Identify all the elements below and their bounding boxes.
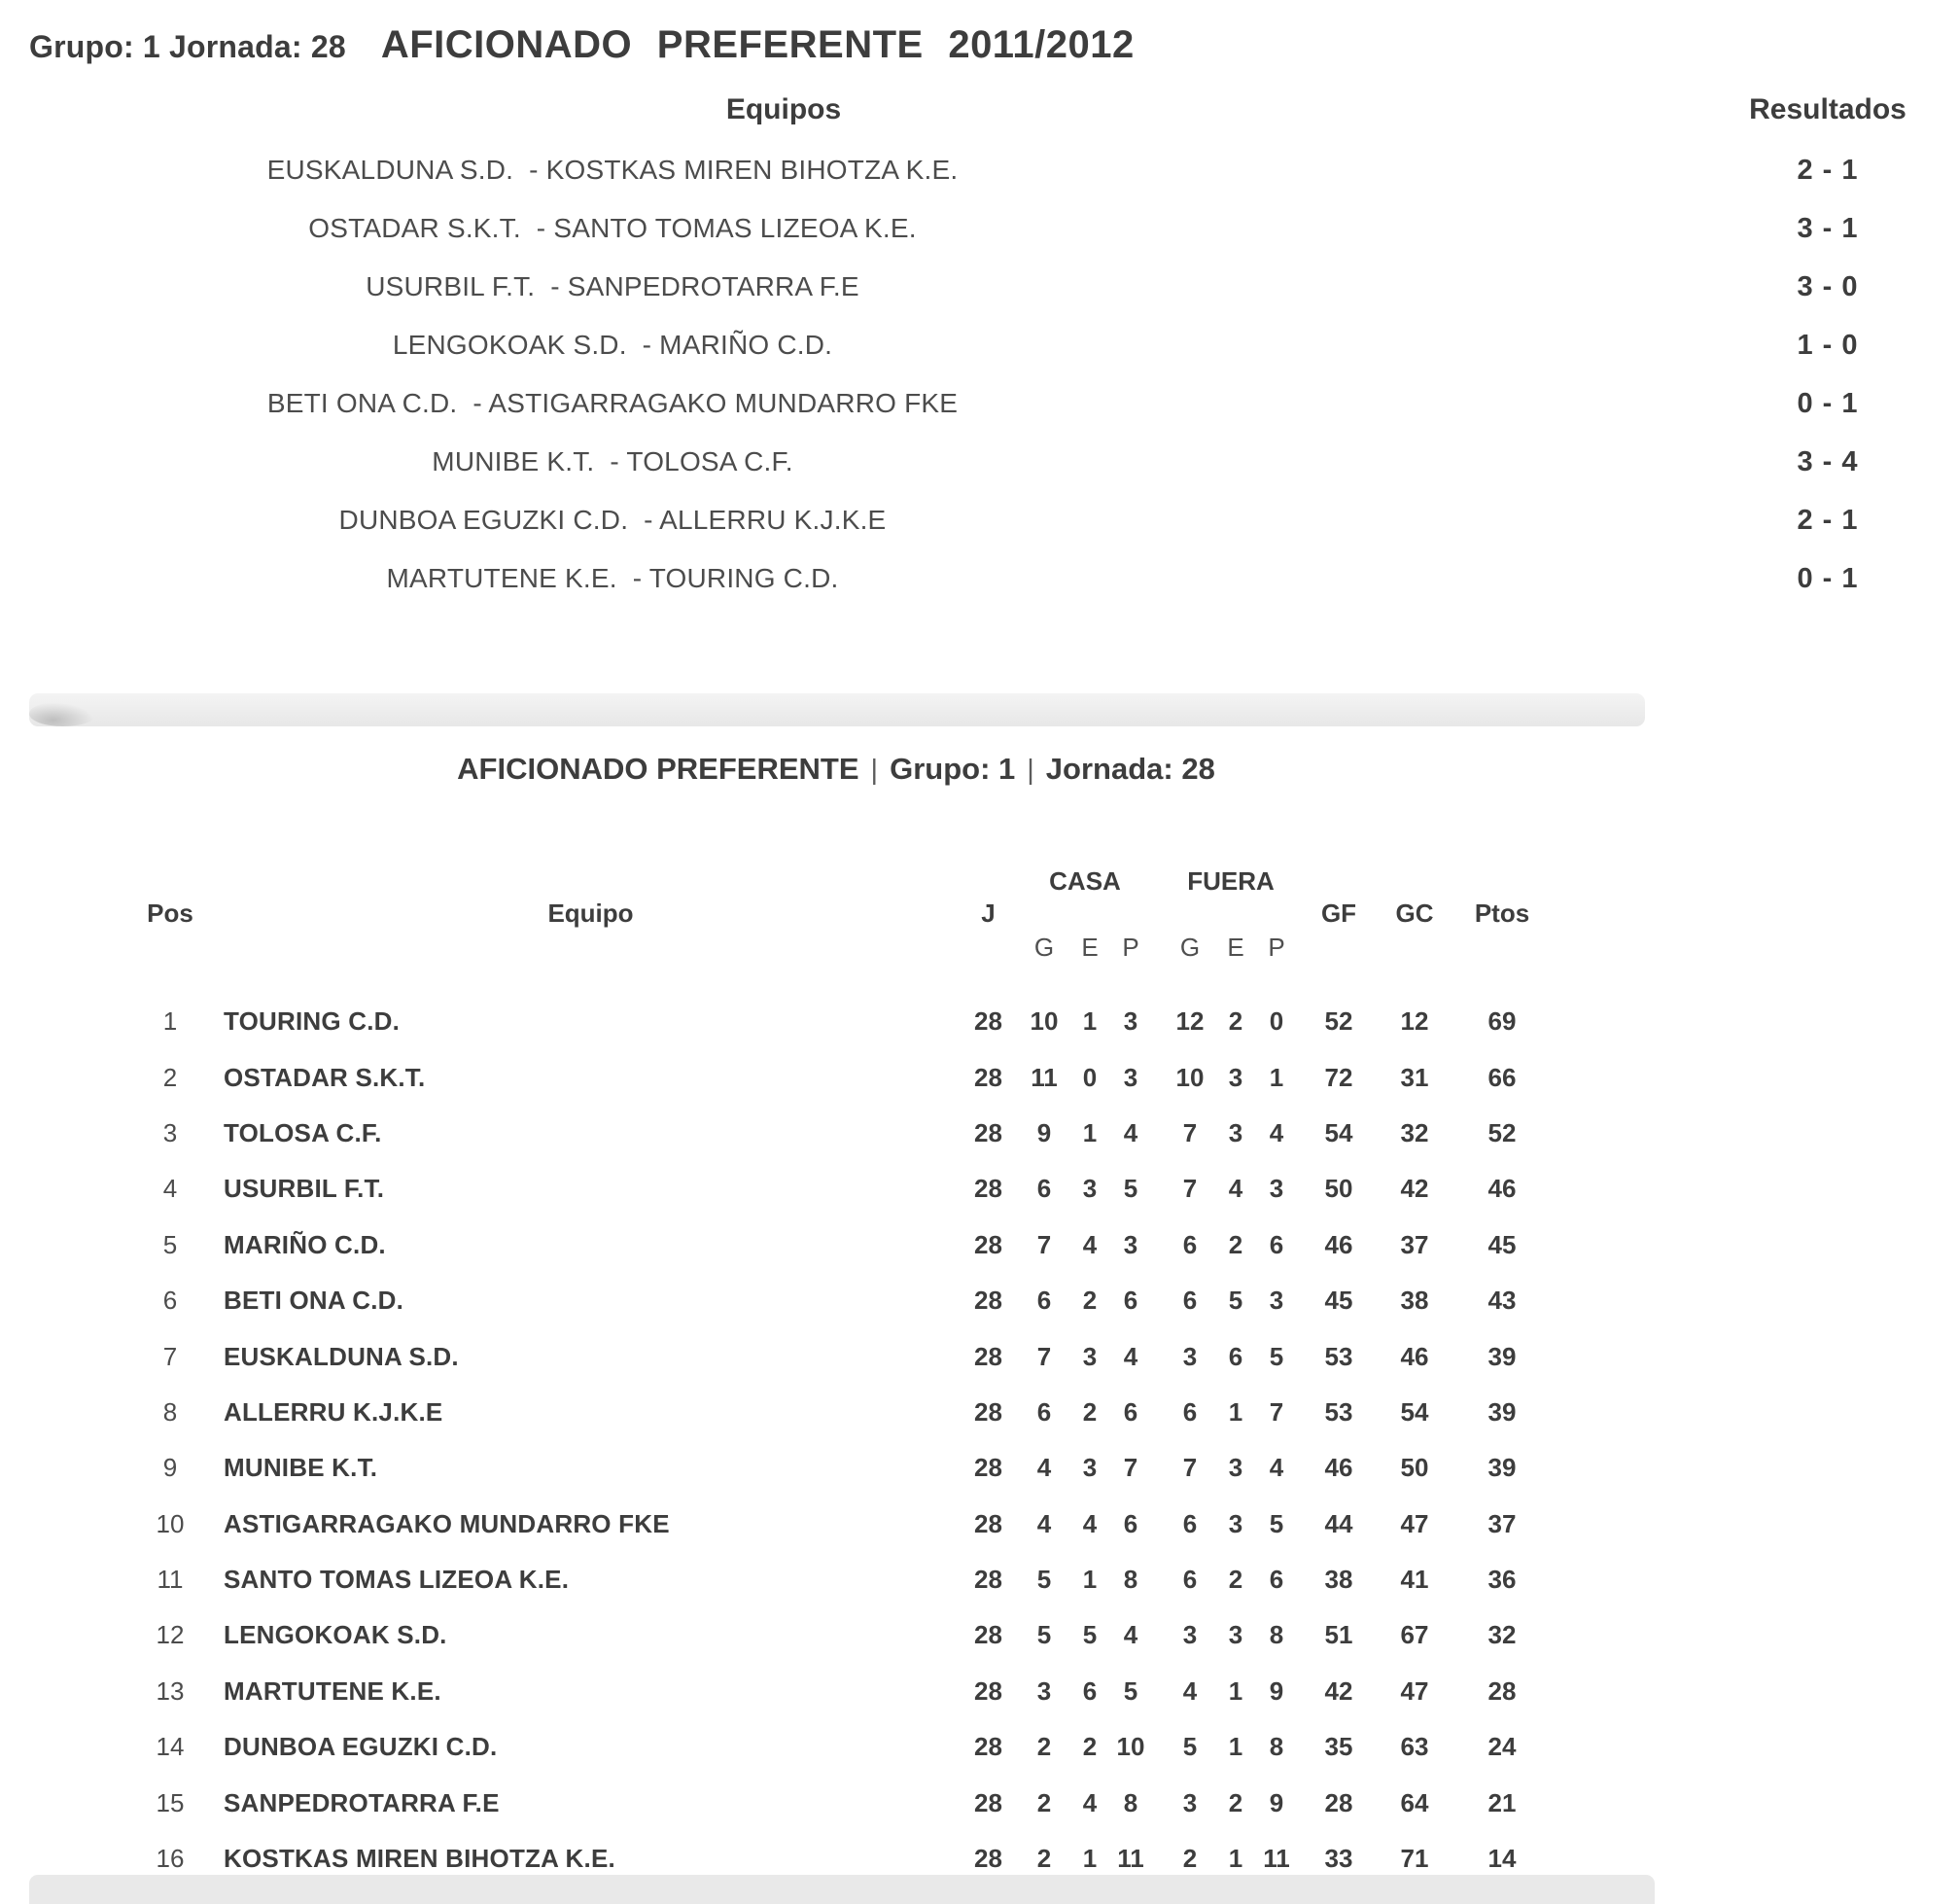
goals-against-cell: 67 bbox=[1400, 1620, 1429, 1650]
fuera-lost-cell: 5 bbox=[1269, 1341, 1284, 1371]
goals-against-cell: 63 bbox=[1400, 1732, 1429, 1762]
position-cell: 2 bbox=[162, 1062, 178, 1092]
goals-for-cell: 35 bbox=[1324, 1732, 1353, 1762]
goals-for-cell: 51 bbox=[1324, 1620, 1353, 1650]
fuera-drawn-cell: 2 bbox=[1228, 1565, 1243, 1595]
standings-row bbox=[117, 1664, 1556, 1719]
away-team: KOSTKAS MIREN BIHOTZA K.E. bbox=[545, 155, 959, 185]
casa-won-cell: 4 bbox=[1036, 1453, 1052, 1483]
fuera-lost-cell: 1 bbox=[1269, 1062, 1284, 1092]
home-team: LENGOKOAK S.D. bbox=[392, 330, 627, 360]
goals-against-cell: 38 bbox=[1400, 1286, 1429, 1316]
bottom-bar bbox=[29, 1875, 1655, 1904]
casa-won-cell: 2 bbox=[1036, 1732, 1052, 1762]
match-score: 2 - 1 bbox=[1797, 505, 1859, 536]
match-row bbox=[0, 491, 1959, 549]
fuera-drawn-cell: 1 bbox=[1228, 1732, 1243, 1762]
casa-drawn-cell: 4 bbox=[1082, 1229, 1098, 1259]
played-cell: 28 bbox=[974, 1006, 1002, 1037]
goals-for-cell: 52 bbox=[1324, 1006, 1353, 1037]
casa-drawn-cell: 0 bbox=[1082, 1062, 1098, 1092]
points-cell: 39 bbox=[1487, 1396, 1517, 1427]
goals-against-cell: 64 bbox=[1400, 1787, 1429, 1817]
match-row bbox=[0, 374, 1959, 433]
casa-lost-cell: 3 bbox=[1123, 1062, 1138, 1092]
fuera-won-cell: 5 bbox=[1182, 1732, 1198, 1762]
casa-drawn-cell: 2 bbox=[1082, 1396, 1098, 1427]
played-cell: 28 bbox=[974, 1062, 1002, 1092]
fuera-won-cell: 4 bbox=[1182, 1675, 1198, 1706]
casa-drawn-cell: 1 bbox=[1082, 1565, 1098, 1595]
home-team: EUSKALDUNA S.D. bbox=[266, 155, 514, 185]
fuera-won-cell: 6 bbox=[1182, 1229, 1198, 1259]
match-teams bbox=[0, 316, 1225, 374]
casa-won-cell: 2 bbox=[1036, 1787, 1052, 1817]
points-cell: 52 bbox=[1487, 1117, 1517, 1147]
goals-against-cell: 47 bbox=[1400, 1508, 1429, 1538]
standings-table bbox=[117, 865, 1556, 1886]
fuera-lost-cell: 9 bbox=[1269, 1675, 1284, 1706]
fuera-lost-cell: 7 bbox=[1269, 1396, 1284, 1427]
goals-for-cell: 53 bbox=[1324, 1396, 1353, 1427]
away-team: TOURING C.D. bbox=[648, 563, 839, 593]
played-cell: 28 bbox=[974, 1787, 1002, 1817]
played-cell: 28 bbox=[974, 1565, 1002, 1595]
casa-lost-cell: 11 bbox=[1117, 1844, 1144, 1874]
team-name-cell: USURBIL F.T. bbox=[224, 1174, 385, 1204]
teams-separator: - bbox=[628, 505, 660, 535]
fuera-drawn-cell: 5 bbox=[1228, 1286, 1243, 1316]
casa-won-cell: 11 bbox=[1031, 1062, 1058, 1092]
standings-row bbox=[117, 994, 1556, 1049]
match-row bbox=[0, 316, 1959, 374]
goals-for-cell: 45 bbox=[1324, 1286, 1353, 1316]
points-cell: 43 bbox=[1487, 1286, 1517, 1316]
team-name-cell: DUNBOA EGUZKI C.D. bbox=[224, 1732, 498, 1762]
position-cell: 5 bbox=[162, 1229, 178, 1259]
casa-lost-cell: 6 bbox=[1123, 1396, 1138, 1427]
goals-against-cell: 54 bbox=[1400, 1396, 1429, 1427]
away-team: SANTO TOMAS LIZEOA K.E. bbox=[553, 213, 917, 243]
played-cell: 28 bbox=[974, 1453, 1002, 1483]
teams-separator: - bbox=[513, 155, 546, 185]
team-name-cell: TOURING C.D. bbox=[224, 1006, 401, 1037]
match-score: 2 - 1 bbox=[1797, 155, 1859, 186]
team-name-cell: TOLOSA C.F. bbox=[224, 1117, 382, 1147]
away-team: ALLERRU K.J.K.E bbox=[659, 505, 887, 535]
casa-won-cell: 6 bbox=[1036, 1174, 1052, 1204]
fuera-lost-cell: 8 bbox=[1269, 1732, 1284, 1762]
casa-lost-cell: 5 bbox=[1123, 1675, 1138, 1706]
standings-row bbox=[117, 1552, 1556, 1607]
fuera-lost-cell: 6 bbox=[1269, 1229, 1284, 1259]
fuera-lost-cell: 9 bbox=[1269, 1787, 1284, 1817]
goals-for-cell: 28 bbox=[1324, 1787, 1353, 1817]
fuera-drawn-cell: 2 bbox=[1228, 1006, 1243, 1037]
results-column-headers bbox=[0, 93, 1959, 130]
away-team: TOLOSA C.F. bbox=[626, 446, 793, 476]
standings-body bbox=[117, 994, 1556, 1886]
standings-competition-label: AFICIONADO PREFERENTE bbox=[457, 752, 859, 786]
played-cell: 28 bbox=[974, 1117, 1002, 1147]
standings-group-label: Grupo: 1 bbox=[890, 752, 1016, 786]
team-name-cell: ALLERRU K.J.K.E bbox=[224, 1396, 443, 1427]
position-cell: 16 bbox=[156, 1844, 185, 1874]
casa-p-header: P bbox=[1122, 932, 1139, 962]
points-cell: 28 bbox=[1487, 1675, 1517, 1706]
standings-row bbox=[117, 1049, 1556, 1105]
fuera-lost-cell: 0 bbox=[1269, 1006, 1284, 1037]
equipos-column-header: Equipos bbox=[725, 93, 842, 125]
fuera-drawn-cell: 1 bbox=[1228, 1675, 1243, 1706]
casa-lost-cell: 8 bbox=[1123, 1565, 1138, 1595]
fuera-won-cell: 7 bbox=[1182, 1453, 1198, 1483]
fuera-drawn-cell: 3 bbox=[1228, 1117, 1243, 1147]
pos-column-header: Pos bbox=[147, 899, 193, 928]
position-cell: 11 bbox=[157, 1565, 184, 1595]
title-separator: | bbox=[1027, 755, 1034, 786]
fuera-won-cell: 10 bbox=[1175, 1062, 1205, 1092]
played-cell: 28 bbox=[974, 1229, 1002, 1259]
position-cell: 10 bbox=[156, 1508, 185, 1538]
j-column-header: J bbox=[981, 899, 996, 928]
match-list bbox=[0, 141, 1959, 608]
casa-lost-cell: 6 bbox=[1123, 1286, 1138, 1316]
match-score: 1 - 0 bbox=[1797, 330, 1859, 361]
casa-lost-cell: 3 bbox=[1123, 1229, 1138, 1259]
team-name-cell: LENGOKOAK S.D. bbox=[224, 1620, 447, 1650]
fuera-drawn-cell: 6 bbox=[1228, 1341, 1243, 1371]
casa-lost-cell: 8 bbox=[1123, 1787, 1138, 1817]
standings-title bbox=[0, 752, 1672, 787]
fuera-lost-cell: 3 bbox=[1269, 1174, 1284, 1204]
points-cell: 36 bbox=[1487, 1565, 1517, 1595]
fuera-won-cell: 7 bbox=[1182, 1117, 1198, 1147]
away-team: SANPEDROTARRA F.E bbox=[567, 271, 859, 301]
casa-group-header: CASA bbox=[1049, 866, 1121, 896]
page-title: AFICIONADO PREFERENTE 2011/2012 bbox=[380, 23, 1135, 66]
goals-for-cell: 53 bbox=[1324, 1341, 1353, 1371]
casa-won-cell: 9 bbox=[1036, 1117, 1052, 1147]
page-header bbox=[29, 23, 1135, 67]
fuera-group-header: FUERA bbox=[1187, 866, 1275, 896]
home-team: BETI ONA C.D. bbox=[266, 388, 458, 418]
fuera-won-cell: 12 bbox=[1175, 1006, 1205, 1037]
teams-separator: - bbox=[535, 271, 568, 301]
home-team: DUNBOA EGUZKI C.D. bbox=[338, 505, 629, 535]
match-row bbox=[0, 549, 1959, 608]
home-team: MUNIBE K.T. bbox=[432, 446, 595, 476]
played-cell: 28 bbox=[974, 1396, 1002, 1427]
goals-for-cell: 33 bbox=[1324, 1844, 1353, 1874]
goals-against-cell: 50 bbox=[1400, 1453, 1429, 1483]
standings-row bbox=[117, 1273, 1556, 1328]
casa-won-cell: 7 bbox=[1036, 1341, 1052, 1371]
match-teams bbox=[0, 433, 1225, 491]
teams-separator: - bbox=[616, 563, 649, 593]
goals-against-cell: 37 bbox=[1400, 1229, 1429, 1259]
fuera-won-cell: 3 bbox=[1182, 1341, 1198, 1371]
casa-won-cell: 4 bbox=[1036, 1508, 1052, 1538]
standings-row bbox=[117, 1440, 1556, 1496]
casa-drawn-cell: 6 bbox=[1082, 1675, 1098, 1706]
casa-drawn-cell: 2 bbox=[1082, 1732, 1098, 1762]
goals-against-cell: 12 bbox=[1400, 1006, 1429, 1037]
position-cell: 12 bbox=[156, 1620, 185, 1650]
casa-drawn-cell: 3 bbox=[1082, 1341, 1098, 1371]
casa-won-cell: 7 bbox=[1036, 1229, 1052, 1259]
match-teams bbox=[0, 258, 1225, 316]
casa-won-cell: 2 bbox=[1036, 1844, 1052, 1874]
fuera-won-cell: 7 bbox=[1182, 1174, 1198, 1204]
points-cell: 39 bbox=[1487, 1453, 1517, 1483]
casa-lost-cell: 6 bbox=[1123, 1508, 1138, 1538]
match-teams bbox=[0, 491, 1225, 549]
goals-against-cell: 41 bbox=[1400, 1565, 1429, 1595]
fuera-drawn-cell: 1 bbox=[1228, 1396, 1243, 1427]
standings-row bbox=[117, 1385, 1556, 1440]
fuera-lost-cell: 4 bbox=[1269, 1117, 1284, 1147]
casa-drawn-cell: 4 bbox=[1082, 1787, 1098, 1817]
team-name-cell: MARTUTENE K.E. bbox=[224, 1675, 441, 1706]
team-name-cell: SANTO TOMAS LIZEOA K.E. bbox=[224, 1565, 570, 1595]
match-teams bbox=[0, 374, 1225, 433]
fuera-won-cell: 2 bbox=[1182, 1844, 1198, 1874]
points-cell: 14 bbox=[1487, 1844, 1517, 1874]
match-teams bbox=[0, 199, 1225, 258]
fuera-lost-cell: 11 bbox=[1263, 1844, 1290, 1874]
played-cell: 28 bbox=[974, 1174, 1002, 1204]
match-teams bbox=[0, 549, 1225, 608]
casa-won-cell: 5 bbox=[1036, 1620, 1052, 1650]
fuera-lost-cell: 5 bbox=[1269, 1508, 1284, 1538]
casa-g-header: G bbox=[1033, 932, 1055, 962]
casa-lost-cell: 10 bbox=[1116, 1732, 1145, 1762]
goals-for-cell: 44 bbox=[1324, 1508, 1353, 1538]
home-team: MARTUTENE K.E. bbox=[386, 563, 617, 593]
fuera-lost-cell: 3 bbox=[1269, 1286, 1284, 1316]
casa-won-cell: 3 bbox=[1036, 1675, 1052, 1706]
team-name-cell: SANPEDROTARRA F.E bbox=[224, 1787, 500, 1817]
played-cell: 28 bbox=[974, 1732, 1002, 1762]
casa-drawn-cell: 1 bbox=[1082, 1117, 1098, 1147]
fuera-drawn-cell: 2 bbox=[1228, 1229, 1243, 1259]
position-cell: 1 bbox=[162, 1006, 178, 1037]
team-name-cell: ASTIGARRAGAKO MUNDARRO FKE bbox=[224, 1508, 670, 1538]
section-divider-bar bbox=[29, 693, 1645, 726]
goals-against-cell: 31 bbox=[1400, 1062, 1429, 1092]
fuera-lost-cell: 6 bbox=[1269, 1565, 1284, 1595]
points-cell: 21 bbox=[1487, 1787, 1517, 1817]
casa-won-cell: 10 bbox=[1030, 1006, 1059, 1037]
home-team: OSTADAR S.K.T. bbox=[308, 213, 521, 243]
goals-against-cell: 32 bbox=[1400, 1117, 1429, 1147]
casa-lost-cell: 5 bbox=[1123, 1174, 1138, 1204]
standings-row bbox=[117, 1106, 1556, 1161]
position-cell: 9 bbox=[162, 1453, 178, 1483]
fuera-lost-cell: 8 bbox=[1269, 1620, 1284, 1650]
position-cell: 15 bbox=[156, 1787, 185, 1817]
played-cell: 28 bbox=[974, 1341, 1002, 1371]
standings-row bbox=[117, 1497, 1556, 1552]
points-cell: 69 bbox=[1487, 1006, 1517, 1037]
played-cell: 28 bbox=[974, 1508, 1002, 1538]
match-row bbox=[0, 433, 1959, 491]
position-cell: 13 bbox=[156, 1675, 185, 1706]
team-name-cell: OSTADAR S.K.T. bbox=[224, 1062, 426, 1092]
team-name-cell: MUNIBE K.T. bbox=[224, 1453, 378, 1483]
position-cell: 6 bbox=[162, 1286, 178, 1316]
points-cell: 46 bbox=[1487, 1174, 1517, 1204]
match-score: 0 - 1 bbox=[1797, 563, 1859, 594]
home-team: USURBIL F.T. bbox=[366, 271, 536, 301]
fuera-won-cell: 3 bbox=[1182, 1787, 1198, 1817]
position-cell: 14 bbox=[156, 1732, 185, 1762]
standings-jornada-label: Jornada: 28 bbox=[1045, 752, 1215, 786]
title-separator: | bbox=[870, 755, 879, 786]
fuera-won-cell: 6 bbox=[1182, 1286, 1198, 1316]
points-cell: 39 bbox=[1487, 1341, 1517, 1371]
teams-separator: - bbox=[520, 213, 554, 243]
goals-for-cell: 72 bbox=[1324, 1062, 1353, 1092]
goals-against-cell: 71 bbox=[1400, 1844, 1429, 1874]
fuera-drawn-cell: 1 bbox=[1228, 1844, 1243, 1874]
points-cell: 66 bbox=[1487, 1062, 1517, 1092]
fuera-drawn-cell: 4 bbox=[1228, 1174, 1243, 1204]
casa-lost-cell: 4 bbox=[1123, 1341, 1138, 1371]
goals-against-cell: 47 bbox=[1400, 1675, 1429, 1706]
points-cell: 32 bbox=[1487, 1620, 1517, 1650]
casa-lost-cell: 4 bbox=[1123, 1620, 1138, 1650]
team-name-cell: KOSTKAS MIREN BIHOTZA K.E. bbox=[224, 1844, 615, 1874]
position-cell: 8 bbox=[162, 1396, 178, 1427]
team-name-cell: EUSKALDUNA S.D. bbox=[224, 1341, 459, 1371]
played-cell: 28 bbox=[974, 1675, 1002, 1706]
played-cell: 28 bbox=[974, 1620, 1002, 1650]
teams-separator: - bbox=[457, 388, 489, 418]
gf-column-header: GF bbox=[1320, 899, 1357, 928]
standings-row bbox=[117, 1217, 1556, 1273]
goals-for-cell: 46 bbox=[1324, 1229, 1353, 1259]
points-cell: 37 bbox=[1487, 1508, 1517, 1538]
fuera-drawn-cell: 3 bbox=[1228, 1508, 1243, 1538]
resultados-column-header: Resultados bbox=[1749, 93, 1907, 125]
casa-lost-cell: 4 bbox=[1123, 1117, 1138, 1147]
casa-drawn-cell: 3 bbox=[1082, 1174, 1098, 1204]
fuera-drawn-cell: 3 bbox=[1228, 1620, 1243, 1650]
fuera-won-cell: 6 bbox=[1182, 1565, 1198, 1595]
away-team: MARIÑO C.D. bbox=[659, 330, 833, 360]
fuera-e-header: E bbox=[1227, 932, 1244, 962]
fuera-won-cell: 3 bbox=[1182, 1620, 1198, 1650]
standings-header-groups bbox=[117, 865, 1556, 898]
team-name-cell: BETI ONA C.D. bbox=[224, 1286, 404, 1316]
goals-for-cell: 42 bbox=[1324, 1675, 1353, 1706]
standings-row bbox=[117, 1161, 1556, 1216]
position-cell: 4 bbox=[162, 1174, 178, 1204]
teams-separator: - bbox=[626, 330, 660, 360]
group-jornada-label: Grupo: 1 Jornada: 28 bbox=[29, 29, 346, 64]
match-row bbox=[0, 199, 1959, 258]
position-cell: 3 bbox=[162, 1117, 178, 1147]
fuera-drawn-cell: 2 bbox=[1228, 1787, 1243, 1817]
standings-header-main bbox=[117, 898, 1556, 930]
equipo-column-header: Equipo bbox=[547, 899, 634, 928]
goals-for-cell: 54 bbox=[1324, 1117, 1353, 1147]
fuera-lost-cell: 4 bbox=[1269, 1453, 1284, 1483]
fuera-won-cell: 6 bbox=[1182, 1396, 1198, 1427]
standings-row bbox=[117, 1607, 1556, 1663]
casa-won-cell: 5 bbox=[1036, 1565, 1052, 1595]
team-name-cell: MARIÑO C.D. bbox=[224, 1229, 386, 1259]
position-cell: 7 bbox=[162, 1341, 178, 1371]
played-cell: 28 bbox=[974, 1844, 1002, 1874]
fuera-won-cell: 6 bbox=[1182, 1508, 1198, 1538]
match-row bbox=[0, 258, 1959, 316]
fuera-drawn-cell: 3 bbox=[1228, 1453, 1243, 1483]
match-score: 0 - 1 bbox=[1797, 388, 1859, 419]
casa-drawn-cell: 5 bbox=[1082, 1620, 1098, 1650]
played-cell: 28 bbox=[974, 1286, 1002, 1316]
match-teams bbox=[0, 141, 1225, 199]
fuera-g-header: G bbox=[1179, 932, 1201, 962]
standings-row bbox=[117, 1719, 1556, 1775]
casa-lost-cell: 7 bbox=[1123, 1453, 1138, 1483]
match-score: 3 - 4 bbox=[1797, 446, 1859, 477]
points-cell: 45 bbox=[1487, 1229, 1517, 1259]
teams-separator: - bbox=[594, 446, 627, 476]
goals-for-cell: 38 bbox=[1324, 1565, 1353, 1595]
casa-e-header: E bbox=[1081, 932, 1099, 962]
fuera-drawn-cell: 3 bbox=[1228, 1062, 1243, 1092]
goals-against-cell: 42 bbox=[1400, 1174, 1429, 1204]
casa-won-cell: 6 bbox=[1036, 1396, 1052, 1427]
casa-drawn-cell: 1 bbox=[1082, 1844, 1098, 1874]
casa-drawn-cell: 3 bbox=[1082, 1453, 1098, 1483]
away-team: ASTIGARRAGAKO MUNDARRO FKE bbox=[488, 388, 959, 418]
casa-won-cell: 6 bbox=[1036, 1286, 1052, 1316]
standings-row bbox=[117, 1328, 1556, 1384]
casa-drawn-cell: 4 bbox=[1082, 1508, 1098, 1538]
casa-drawn-cell: 1 bbox=[1082, 1006, 1098, 1037]
goals-for-cell: 50 bbox=[1324, 1174, 1353, 1204]
gc-column-header: GC bbox=[1395, 899, 1434, 928]
goals-against-cell: 46 bbox=[1400, 1341, 1429, 1371]
casa-lost-cell: 3 bbox=[1123, 1006, 1138, 1037]
ptos-column-header: Ptos bbox=[1474, 899, 1530, 928]
standings-header-gep bbox=[117, 930, 1556, 965]
points-cell: 24 bbox=[1487, 1732, 1517, 1762]
match-row bbox=[0, 141, 1959, 199]
fuera-p-header: P bbox=[1268, 932, 1285, 962]
goals-for-cell: 46 bbox=[1324, 1453, 1353, 1483]
standings-row bbox=[117, 1775, 1556, 1830]
match-score: 3 - 1 bbox=[1797, 213, 1859, 244]
casa-drawn-cell: 2 bbox=[1082, 1286, 1098, 1316]
match-score: 3 - 0 bbox=[1797, 271, 1859, 302]
